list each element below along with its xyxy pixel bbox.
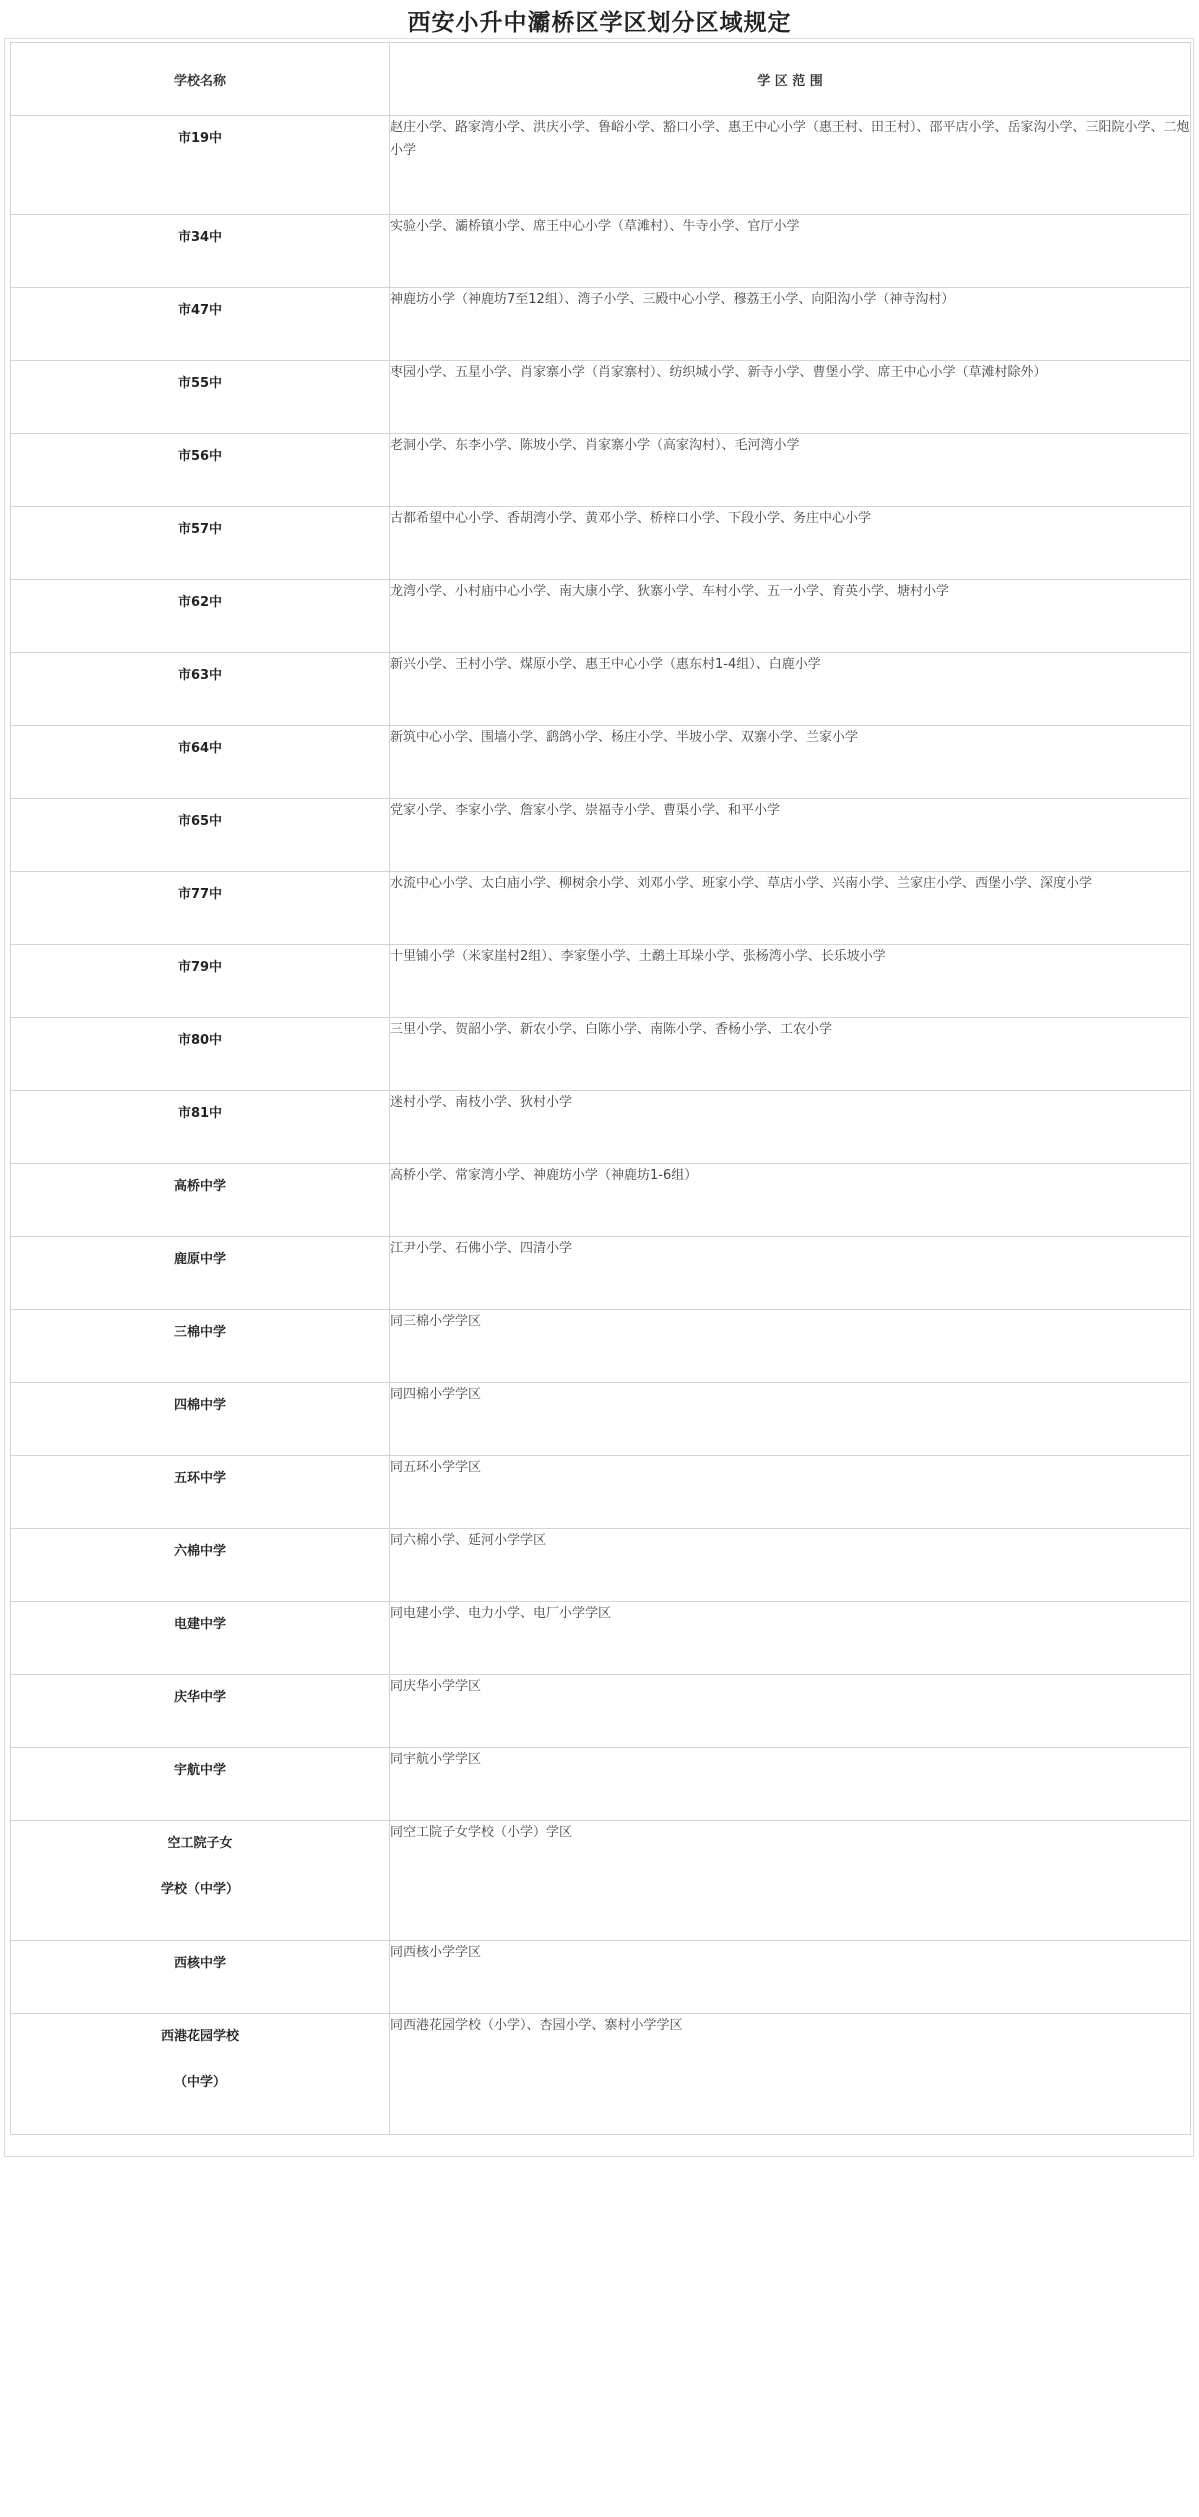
district-range-cell: 同四棉小学学区 xyxy=(390,1383,1191,1456)
school-name-cell xyxy=(11,507,390,580)
table-row xyxy=(11,1821,1191,1941)
table-row xyxy=(11,1237,1191,1310)
district-range-cell: 江尹小学、石佛小学、四清小学 xyxy=(390,1237,1191,1310)
school-name: 市57中 xyxy=(177,522,223,537)
school-district-table xyxy=(10,42,1191,2135)
school-name: 市77中 xyxy=(177,887,223,902)
school-name: 空工院子女 xyxy=(167,1836,233,1851)
school-name: 五环中学 xyxy=(173,1471,226,1486)
school-name: 宇航中学 xyxy=(173,1763,226,1778)
school-name-cell xyxy=(11,2014,390,2135)
district-range-cell: 同宇航小学学区 xyxy=(390,1748,1191,1821)
table-row xyxy=(11,945,1191,1018)
school-name: 六棉中学 xyxy=(173,1544,226,1559)
school-name-cell xyxy=(11,799,390,872)
district-range-cell: 神鹿坊小学（神鹿坊7至12组）、湾子小学、三殿中心小学、穆荔王小学、向阳沟小学（神寺沟村） xyxy=(390,288,1191,361)
district-range-cell: 实验小学、灞桥镇小学、席王中心小学（草滩村）、牛寺小学、官厅小学 xyxy=(390,215,1191,288)
school-name-cell xyxy=(11,116,390,215)
table-row xyxy=(11,653,1191,726)
school-name: 电建中学 xyxy=(173,1617,226,1632)
table-row xyxy=(11,1941,1191,2014)
school-name-cell xyxy=(11,1164,390,1237)
school-name: 三棉中学 xyxy=(173,1325,226,1340)
table-row xyxy=(11,872,1191,945)
page-title: 西安小升中灞桥区学区划分区域规定 xyxy=(407,9,792,36)
district-range-cell: 高桥小学、常家湾小学、神鹿坊小学（神鹿坊1-6组） xyxy=(390,1164,1191,1237)
school-name: 市64中 xyxy=(177,741,223,756)
table-row xyxy=(11,361,1191,434)
school-name: 市47中 xyxy=(177,303,223,318)
district-range-cell: 同五环小学学区 xyxy=(390,1456,1191,1529)
school-name-cell xyxy=(11,215,390,288)
school-name: 市56中 xyxy=(177,449,223,464)
district-range-cell: 同庆华小学学区 xyxy=(390,1675,1191,1748)
table-row xyxy=(11,1383,1191,1456)
school-name-cell xyxy=(11,1821,390,1941)
school-name-cell xyxy=(11,1018,390,1091)
district-range-cell: 同西核小学学区 xyxy=(390,1941,1191,2014)
school-name-line-2: （中学） xyxy=(173,2075,226,2090)
column-header-school: 学校名称 xyxy=(11,43,390,116)
district-range-cell: 新筑中心小学、围墙小学、鹞鸽小学、杨庄小学、半坡小学、双寨小学、兰家小学 xyxy=(390,726,1191,799)
table-row xyxy=(11,799,1191,872)
table-row xyxy=(11,288,1191,361)
district-range-cell: 古都希望中心小学、香胡湾小学、黄邓小学、桥梓口小学、下段小学、务庄中心小学 xyxy=(390,507,1191,580)
school-name-cell xyxy=(11,361,390,434)
school-name: 市80中 xyxy=(177,1033,223,1048)
district-range-cell: 龙湾小学、小村庙中心小学、南大康小学、狄寨小学、车村小学、五一小学、育英小学、塘村小学 xyxy=(390,580,1191,653)
district-range-cell: 十里铺小学（米家崖村2组）、李家堡小学、土鹬土耳垛小学、张杨湾小学、长乐坡小学 xyxy=(390,945,1191,1018)
school-name-cell xyxy=(11,872,390,945)
school-name: 市65中 xyxy=(177,814,223,829)
school-name-cell xyxy=(11,726,390,799)
school-name-cell xyxy=(11,945,390,1018)
school-name-cell xyxy=(11,434,390,507)
table-row xyxy=(11,1091,1191,1164)
school-name-cell xyxy=(11,653,390,726)
table-header-row xyxy=(11,43,1191,116)
school-name: 市19中 xyxy=(177,131,223,146)
school-name: 庆华中学 xyxy=(173,1690,226,1705)
school-name-cell xyxy=(11,288,390,361)
district-range-cell: 同三棉小学学区 xyxy=(390,1310,1191,1383)
school-name-cell xyxy=(11,1456,390,1529)
school-name-cell xyxy=(11,1602,390,1675)
school-name: 西港花园学校 xyxy=(160,2029,239,2044)
district-range-cell: 同西港花园学校（小学）、杏园小学、寨村小学学区 xyxy=(390,2014,1191,2135)
district-range-cell: 新兴小学、王村小学、煤原小学、惠王中心小学（惠东村1-4组）、白鹿小学 xyxy=(390,653,1191,726)
district-range-cell: 党家小学、李家小学、詹家小学、崇福寺小学、曹渠小学、和平小学 xyxy=(390,799,1191,872)
district-range-cell: 赵庄小学、路家湾小学、洪庆小学、鲁峪小学、豁口小学、惠王中心小学（惠王村、田王村）、邵平店小学、岳家沟小学、三阳院小学、二炮小学 xyxy=(390,116,1191,215)
district-range-cell: 同六棉小学、延河小学学区 xyxy=(390,1529,1191,1602)
school-name: 高桥中学 xyxy=(173,1179,226,1194)
school-name: 四棉中学 xyxy=(173,1398,226,1413)
table-row xyxy=(11,1529,1191,1602)
district-range-cell: 老洞小学、东李小学、陈坡小学、肖家寨小学（高家沟村）、毛河湾小学 xyxy=(390,434,1191,507)
district-range-cell: 水流中心小学、太白庙小学、柳树余小学、刘邓小学、班家小学、草店小学、兴南小学、兰家庄小学、西堡小学、深度小学 xyxy=(390,872,1191,945)
table-row xyxy=(11,1456,1191,1529)
school-name-cell xyxy=(11,1310,390,1383)
table-row xyxy=(11,1164,1191,1237)
district-range-cell: 迷村小学、南枝小学、狄村小学 xyxy=(390,1091,1191,1164)
school-name-cell xyxy=(11,1675,390,1748)
district-range-cell: 枣园小学、五星小学、肖家寨小学（肖家寨村）、纺织城小学、新寺小学、曹堡小学、席王中心小学（草滩村除外） xyxy=(390,361,1191,434)
table-row xyxy=(11,1602,1191,1675)
school-name-cell xyxy=(11,1091,390,1164)
table-row xyxy=(11,434,1191,507)
school-name: 市62中 xyxy=(177,595,223,610)
school-name-cell xyxy=(11,1383,390,1456)
table-row xyxy=(11,507,1191,580)
school-name-cell xyxy=(11,1237,390,1310)
table-row xyxy=(11,726,1191,799)
school-name-cell xyxy=(11,1941,390,2014)
district-range-cell: 同空工院子女学校（小学）学区 xyxy=(390,1821,1191,1941)
table-row xyxy=(11,1018,1191,1091)
school-name: 鹿原中学 xyxy=(173,1252,226,1267)
table-row xyxy=(11,1748,1191,1821)
school-name: 市63中 xyxy=(177,668,223,683)
school-name-cell xyxy=(11,1529,390,1602)
school-name: 市34中 xyxy=(177,230,223,245)
school-name-cell xyxy=(11,1748,390,1821)
school-name: 西核中学 xyxy=(173,1956,226,1971)
table-row xyxy=(11,215,1191,288)
district-range-cell: 三里小学、贺韶小学、新农小学、白陈小学、南陈小学、香杨小学、工农小学 xyxy=(390,1018,1191,1091)
school-name-cell xyxy=(11,580,390,653)
school-name-line-2: 学校（中学） xyxy=(160,1882,239,1897)
column-header-range: 学 区 范 围 xyxy=(390,43,1191,116)
school-name: 市81中 xyxy=(177,1106,223,1121)
table-row xyxy=(11,1675,1191,1748)
district-range-cell: 同电建小学、电力小学、电厂小学学区 xyxy=(390,1602,1191,1675)
table-row xyxy=(11,580,1191,653)
school-name: 市79中 xyxy=(177,960,223,975)
table-row xyxy=(11,1310,1191,1383)
school-name: 市55中 xyxy=(177,376,223,391)
table-row xyxy=(11,116,1191,215)
table-row xyxy=(11,2014,1191,2135)
